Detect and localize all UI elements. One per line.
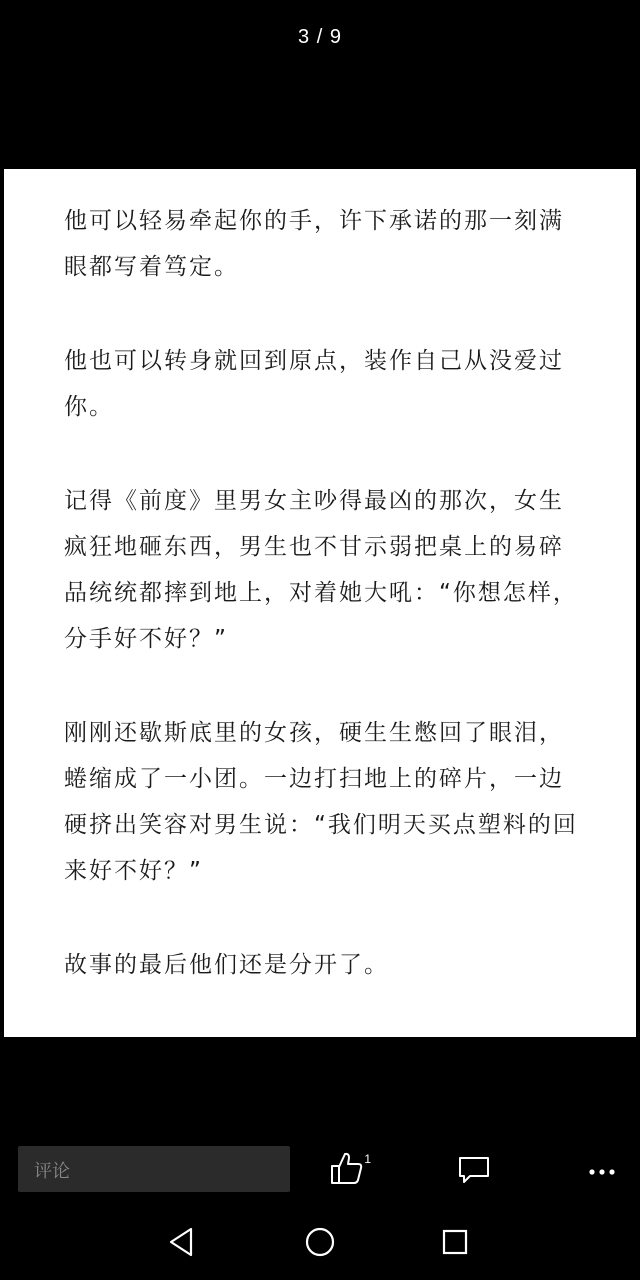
back-triangle-icon — [165, 1225, 199, 1263]
article-paragraph: 他也可以转身就回到原点，装作自己从没爱过你。 — [64, 348, 564, 420]
article-paragraph: 刚刚还歇斯底里的女孩，硬生生憋回了眼泪，蜷缩成了一小团。一边打扫地上的碎片，一边硬挤出笑容对男生说：“我们明天买点塑料的回来好不好？” — [64, 720, 578, 884]
nav-back-button[interactable] — [162, 1224, 202, 1264]
article-paragraph: 他可以轻易牵起你的手，许下承诺的那一刻满眼都写着笃定。 — [64, 208, 564, 280]
comment-placeholder: 评论 — [34, 1161, 70, 1182]
comment-button[interactable] — [452, 1148, 496, 1192]
article-card — [4, 169, 636, 1037]
thumbs-up-icon — [329, 1150, 365, 1190]
speech-bubble-icon — [456, 1150, 492, 1190]
home-circle-icon — [303, 1225, 337, 1263]
comment-input[interactable] — [18, 1146, 290, 1192]
article-paragraph: 故事的最后他们还是分开了。 — [64, 952, 389, 978]
nav-home-button[interactable] — [300, 1224, 340, 1264]
nav-recent-button[interactable] — [435, 1224, 475, 1264]
article-body — [64, 198, 584, 1036]
article-paragraph: 记得《前度》里男女主吵得最凶的那次，女生疯狂地砸东西，男生也不甘示弱把桌上的易碎品统统都摔到地上，对着她大吼：“你想怎样，分手好不好？” — [64, 488, 578, 652]
more-dots-icon — [584, 1150, 620, 1190]
like-count: 1 — [364, 1152, 371, 1166]
recent-square-icon — [438, 1225, 472, 1263]
page-indicator: 3 / 9 — [298, 26, 342, 48]
more-button[interactable] — [580, 1148, 624, 1192]
like-button[interactable] — [325, 1148, 369, 1192]
